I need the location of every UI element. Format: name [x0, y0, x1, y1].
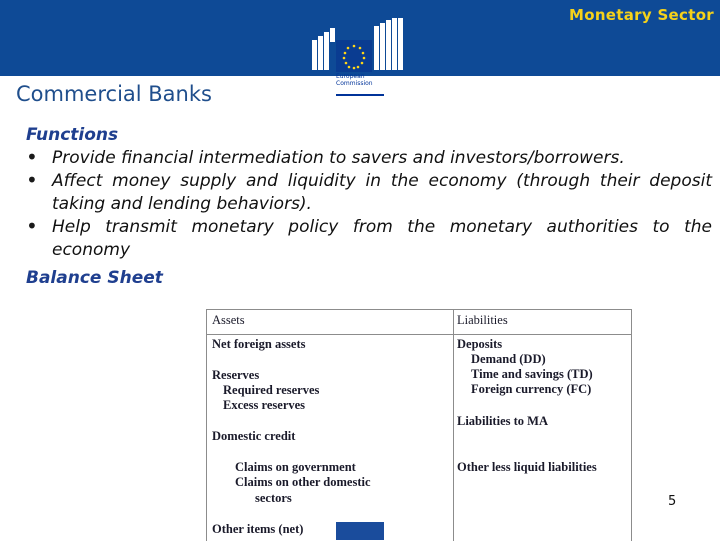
column-divider [453, 310, 454, 541]
liability-item: Deposits [457, 337, 503, 351]
asset-item: Other items (net) [212, 522, 304, 536]
footer-accent-block [336, 522, 384, 540]
asset-item: sectors [255, 491, 292, 505]
asset-item: Domestic credit [212, 429, 296, 443]
asset-item: Claims on government [235, 460, 356, 474]
functions-heading: Functions [26, 125, 119, 145]
asset-item: Required reserves [223, 383, 320, 397]
liability-item: Liabilities to MA [457, 414, 548, 428]
balance-sheet-table [206, 309, 632, 541]
table-header [207, 310, 631, 335]
list-item: • Provide financial intermediation to savers and investors/borrowers. [26, 145, 625, 169]
content [26, 124, 712, 290]
liability-item: Foreign currency (FC) [471, 382, 592, 396]
balance-sheet-heading: Balance Sheet [26, 268, 163, 288]
liability-item: Other less liquid liabilities [457, 460, 597, 474]
bullet-icon: • [26, 168, 38, 192]
asset-item: Excess reserves [223, 398, 306, 412]
liability-item: Demand (DD) [471, 352, 546, 366]
bullet-icon: • [26, 214, 38, 238]
page-title: Commercial Banks [16, 82, 212, 106]
logo-text: European Commission [336, 73, 373, 87]
liabilities-header: Liabilities [457, 313, 508, 327]
asset-item: Reserves [212, 368, 260, 382]
list-item: • Help transmit monetary policy from the monetary authorities to the economy [26, 214, 712, 260]
asset-item: Claims on other domestic [235, 475, 371, 489]
logo-rule [336, 94, 384, 96]
liability-item: Time and savings (TD) [471, 367, 593, 381]
list-item: • Affect money supply and liquidity in the economy (through their deposit taking and lending behaviors). [26, 168, 712, 214]
page-number: 5 [668, 494, 677, 509]
sector-title: Monetary Sector [568, 6, 714, 24]
assets-header: Assets [212, 313, 245, 327]
bullet-icon: • [26, 145, 38, 169]
asset-item: Net foreign assets [212, 337, 306, 351]
